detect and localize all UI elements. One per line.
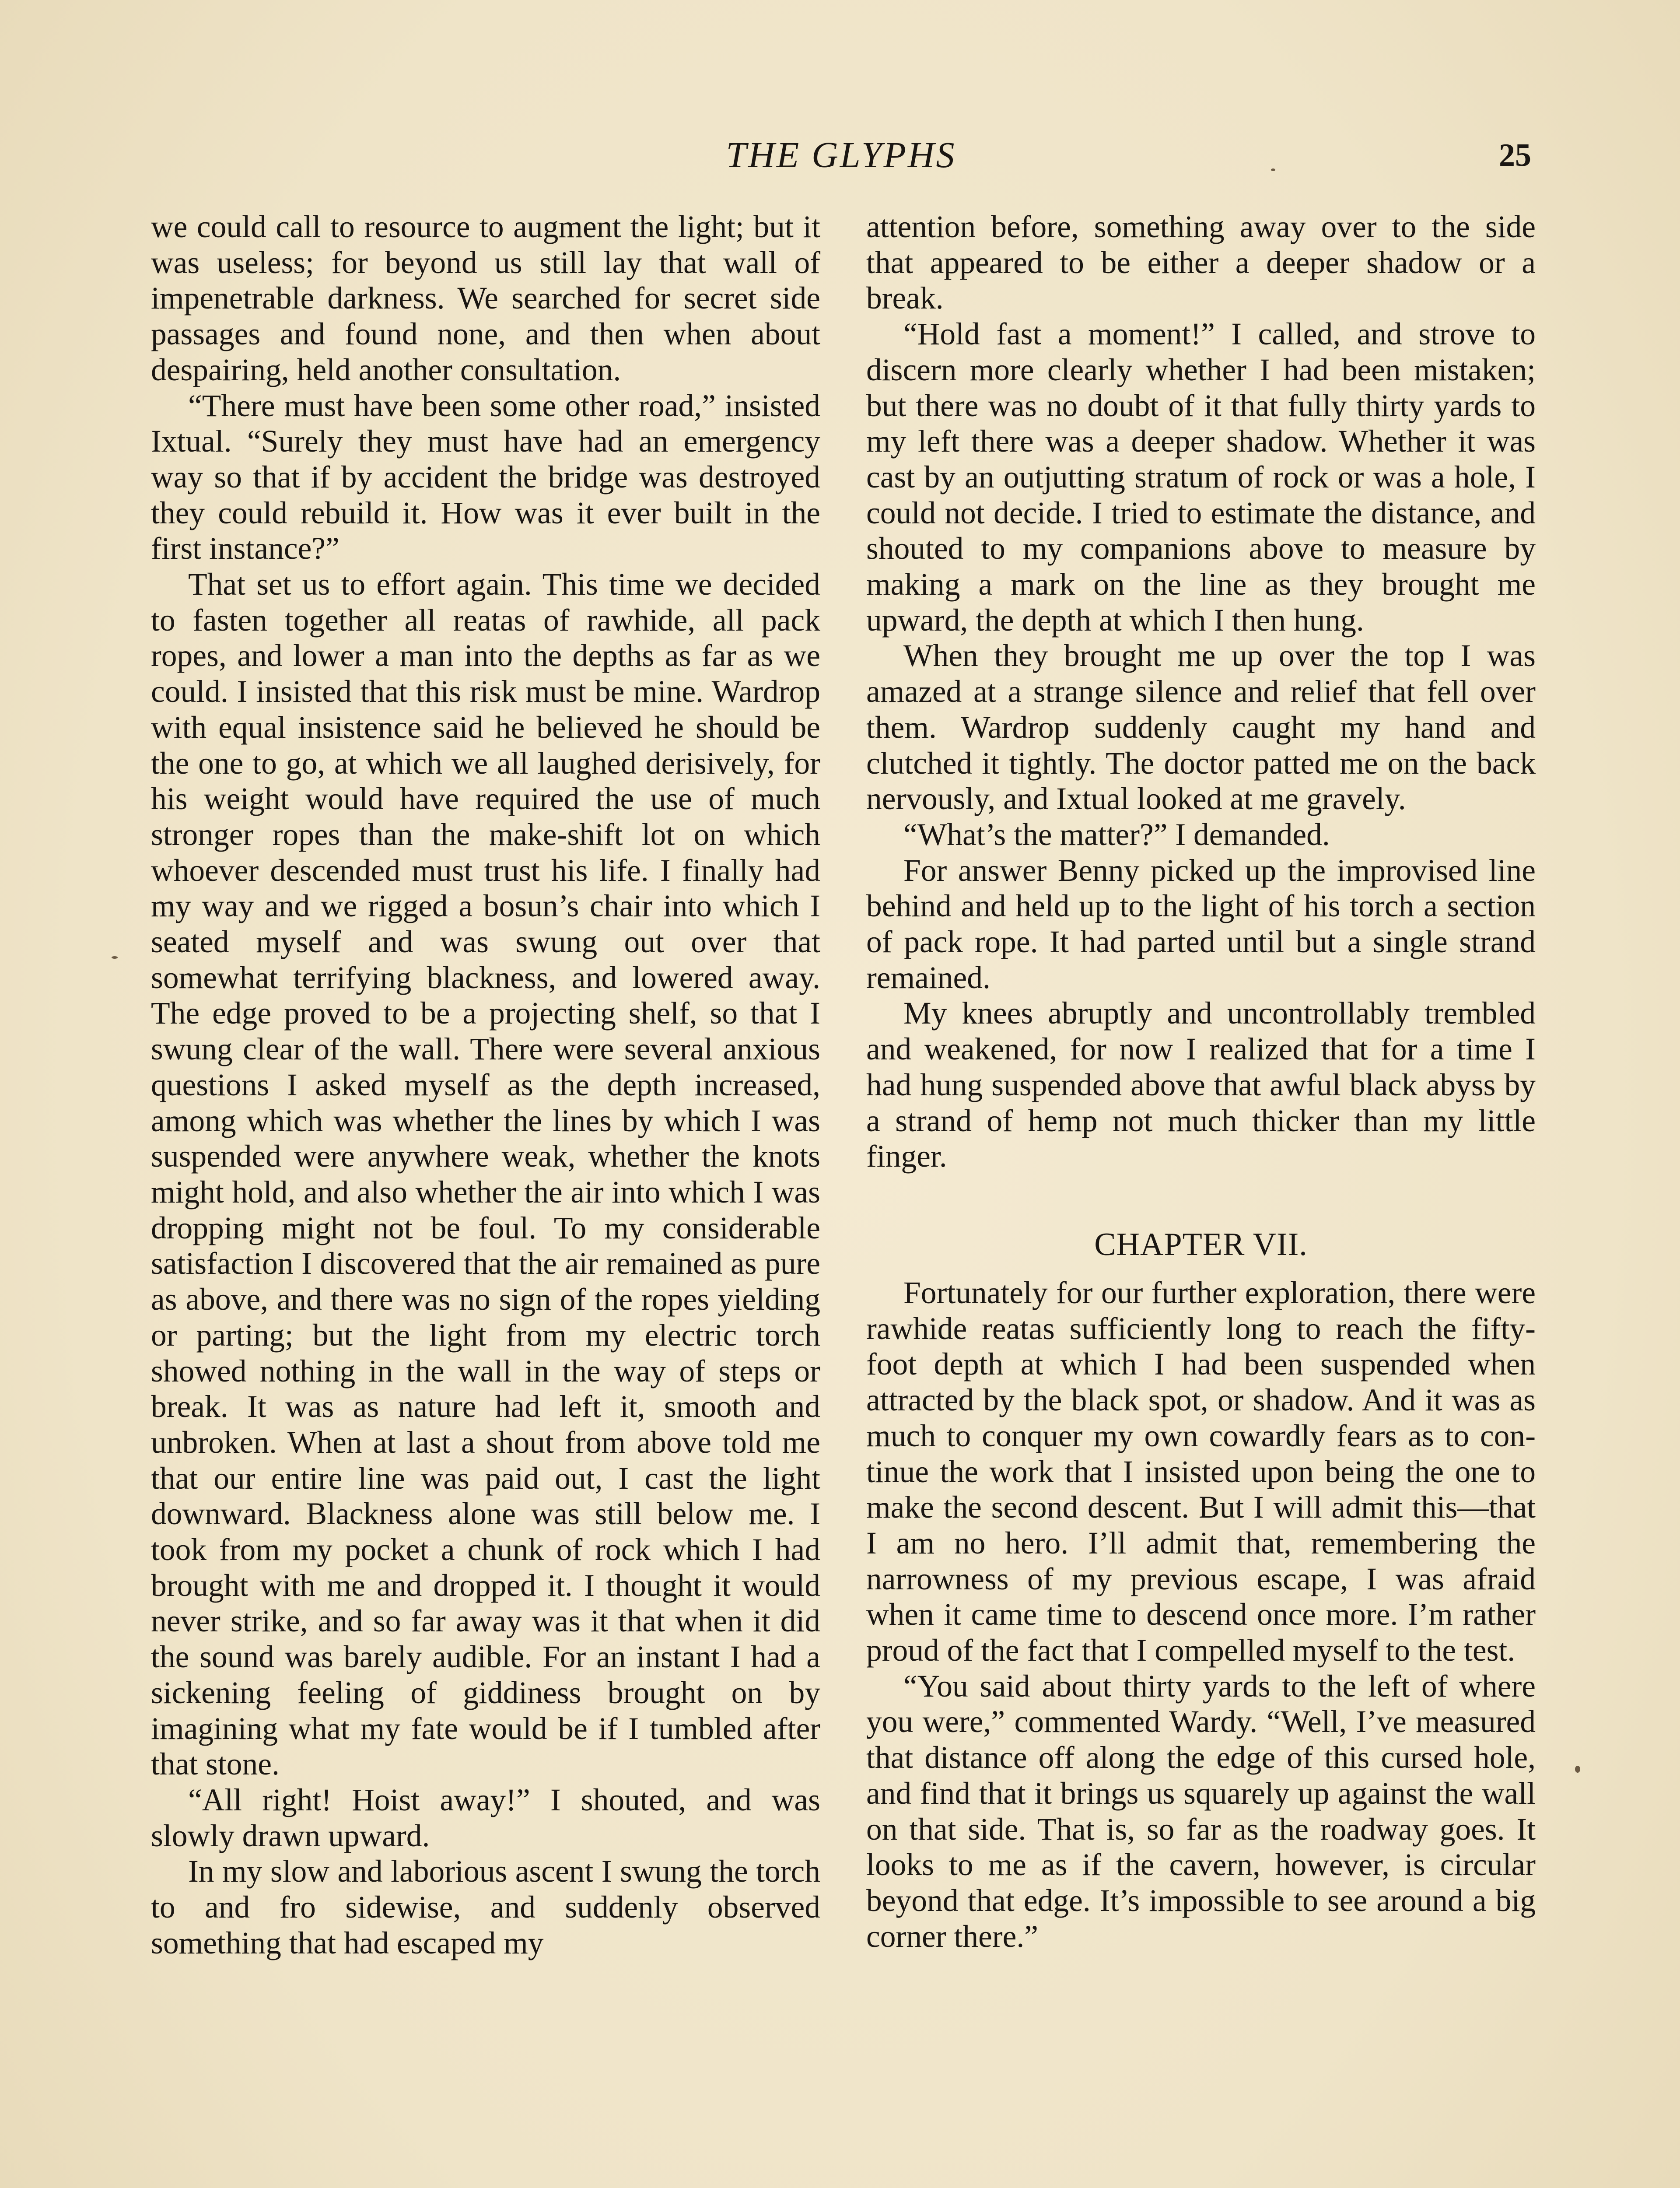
paragraph: we could call to resource to augment the light; but it was useless; for beyond us still lay that wall of impenetrable darkness. We searched for secret side passages and found none, and then when about despairing, held another consultation. (151, 210, 820, 387)
running-head: THE GLYPHS (726, 135, 956, 175)
paragraph: That set us to effort again. This time we decided to fasten together all reatas of rawhide, all pack ropes, and lower a man into the depths as far as we could. I insisted that this risk must be mine. Wardrop with equal insistence said he believed he should be the one to go, at which we all laughed derisively, for his weight would have required the use of much stronger ropes than the make-shift lot on which whoever descended must trust his life. I finally had my way and we rigged a bosun’s chair into which I seated myself and was swung out over that somewhat terrifying blackness, and lowered away. The edge proved to be a projecting shelf, so that I swung clear of the wall. There were several anxious questions I asked myself as the depth increased, among which was whether the lines by which I was suspended were anywhere weak, whether the knots might hold, and also whether the air into which I was dropping might not be foul. To my considerable satisfaction I discovered that the air remained as pure as above, and there was no sign of the ropes yielding or parting; but the light from my electric torch showed nothing in the wall in the way of steps or break. It was as nature had left it, smooth and unbroken. When at last a shout from above told me that our entire line was paid out, I cast the light downward. Blackness alone was still below me. I took from my pocket a chunk of rock which I had brought with me and dropped it. I thought it would never strike, and so far away was it that when it did the sound was barely audible. For an instant I had a sickening feeling of giddiness brought on by imagining what my fate would be if I tumbled after that stone. (151, 567, 820, 1782)
page-header (151, 131, 1531, 179)
paragraph: “You said about thirty yards to the left of where you were,” commented Wardy. “Well, I’ve measured that distance off along the edge of this cursed hole, and find that it brings us squarely up against the wall on that side. That is, so far as the roadway goes. It looks to me as if the cavern, however, is circular beyond that edge. It’s impossible to see around a big corner there.” (866, 1669, 1536, 1954)
paragraph: For answer Benny picked up the improvised line behind and held up to the light of his torch a section of pack rope. It had parted until but a single strand remained. (866, 853, 1536, 995)
print-speck (112, 956, 118, 959)
paragraph: My knees abruptly and uncontrollably trembled and weakened, for now I realized that for a time I had hung suspended above that awful black abyss by a strand of hemp not much thicker than my little finger. (866, 996, 1536, 1174)
left-column (151, 209, 820, 1961)
page-number: 25 (1499, 137, 1531, 173)
paragraph: “All right! Hoist away!” I shouted, and was slowly drawn upward. (151, 1782, 820, 1853)
paragraph: “Hold fast a moment!” I called, and strove to discern more clearly whether I had been mistaken; but there was no doubt of it that fully thirty yards to my left there was a deeper shadow. Whether it was cast by an outjutting stratum of rock or was a hole, I could not decide. I tried to estimate the distance, and shouted to my companions above to measure by making a mark on the line as they brought me upward, the depth at which I then hung. (866, 317, 1536, 638)
print-speck (1271, 168, 1275, 171)
right-column (866, 209, 1536, 1954)
paragraph: “What’s the matter?” I demanded. (903, 817, 1330, 852)
paragraph: attention before, something away over to the side that appeared to be either a deeper shadow or a break. (866, 210, 1536, 316)
chapter-heading: CHAPTER VII. (1094, 1226, 1308, 1262)
paragraph: Fortunately for our further exploration, there were rawhide reatas sufficiently long to reach the fifty-foot depth at which I had been suspended when attracted by the black spot, or shadow. And it was as much to conquer my own cowardly fears as to continue the work that I insisted upon being the one to make the second descent. But I will admit this—that I am no hero. I’ll admit that, remembering the narrowness of my previous escape, I was afraid when it came time to descend once more. I’m rather proud of the fact that I compelled myself to the test. (866, 1275, 1536, 1668)
paragraph: When they brought me up over the top I was amazed at a strange silence and relief that fell over them. Wardrop suddenly caught my hand and clutched it tightly. The doctor patted me on the back nervously, and Ixtual looked at me gravely. (866, 638, 1536, 817)
paragraph: In my slow and laborious ascent I swung the torch to and fro sidewise, and suddenly observed something that had escaped my (151, 1854, 820, 1960)
paragraph: “There must have been some other road,” insisted Ixtual. “Surely they must have had an emergency way so that if by accident the bridge was destroyed they could rebuild it. How was it ever built in the first instance?” (151, 388, 820, 566)
print-speck (1575, 1766, 1580, 1773)
